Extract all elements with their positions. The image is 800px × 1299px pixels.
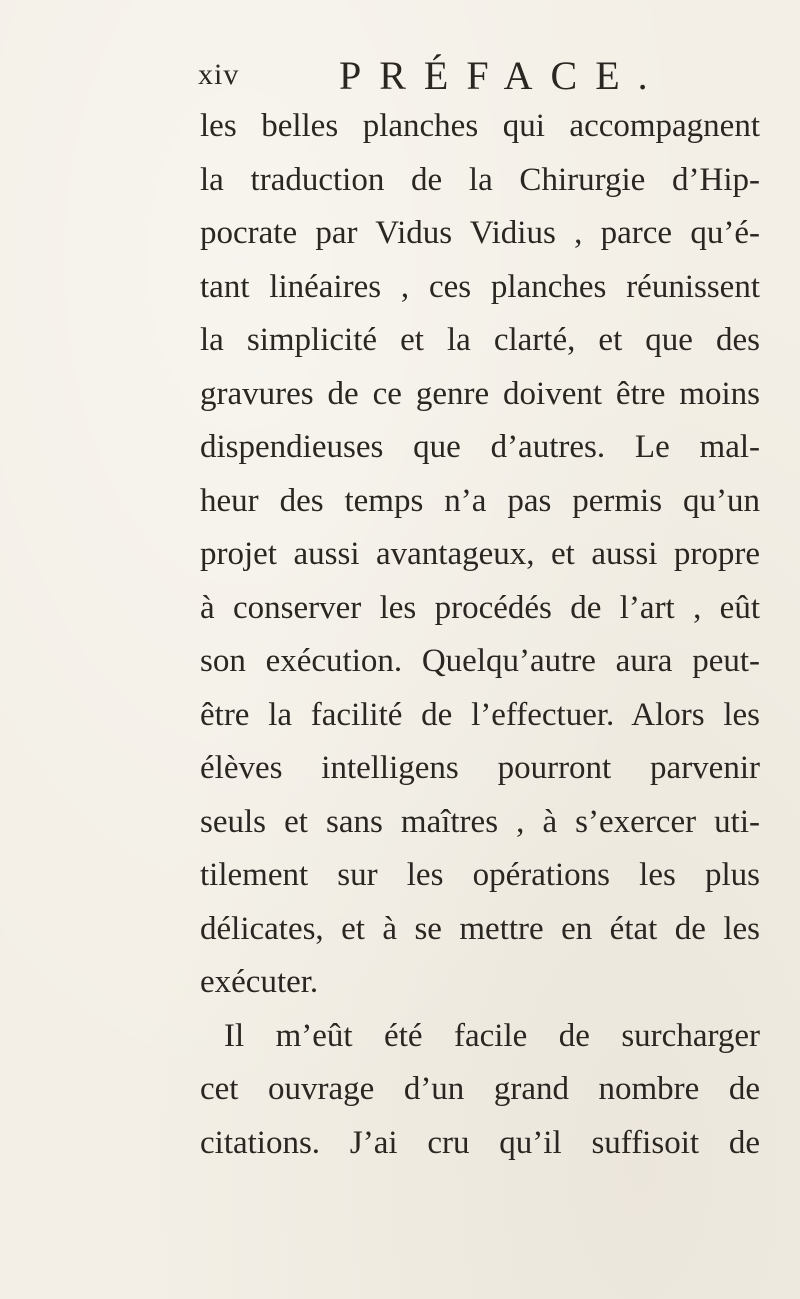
paragraph-start-line: Il m’eût été facile de surcharger bbox=[224, 1017, 760, 1054]
text-line: son exécution. Quelqu’autre aura peut- bbox=[200, 643, 760, 679]
text-line: seuls et sans maîtres , à s’exercer uti- bbox=[200, 803, 760, 840]
text-line: à conserver les procédés de l’art , eût bbox=[200, 589, 760, 626]
text-line: les belles planches qui accompagnent bbox=[200, 108, 760, 144]
running-title: PRÉFACE. bbox=[339, 53, 666, 98]
body-text bbox=[200, 100, 760, 1170]
page-header bbox=[198, 52, 758, 102]
paragraph-end-line: exécuter. bbox=[200, 964, 319, 1000]
text-line: heur des temps n’a pas permis qu’un bbox=[200, 482, 760, 519]
text-line: être la facilité de l’effectuer. Alors les bbox=[200, 696, 760, 733]
text-line: la simplicité et la clarté, et que des bbox=[200, 322, 760, 358]
text-line: délicates, et à se mettre en état de les bbox=[200, 910, 760, 947]
text-line: élèves intelligens pourront parvenir bbox=[200, 750, 760, 786]
text-line: citations. J’ai cru qu’il suffisoit de bbox=[200, 1124, 760, 1161]
text-line: la traduction de la Chirurgie d’Hip- bbox=[200, 161, 760, 198]
text-line: pocrate par Vidus Vidius , parce qu’é- bbox=[200, 215, 760, 251]
text-line: dispendieuses que d’autres. Le mal- bbox=[200, 429, 760, 465]
text-line: gravures de ce genre doivent être moins bbox=[200, 375, 760, 412]
text-line: tant linéaires , ces planches réunissent bbox=[200, 268, 760, 305]
page-number: xiv bbox=[198, 58, 240, 91]
text-line: projet aussi avantageux, et aussi propre bbox=[200, 536, 760, 572]
text-line: cet ouvrage d’un grand nombre de bbox=[200, 1071, 760, 1107]
text-line: tilement sur les opérations les plus bbox=[200, 857, 760, 893]
